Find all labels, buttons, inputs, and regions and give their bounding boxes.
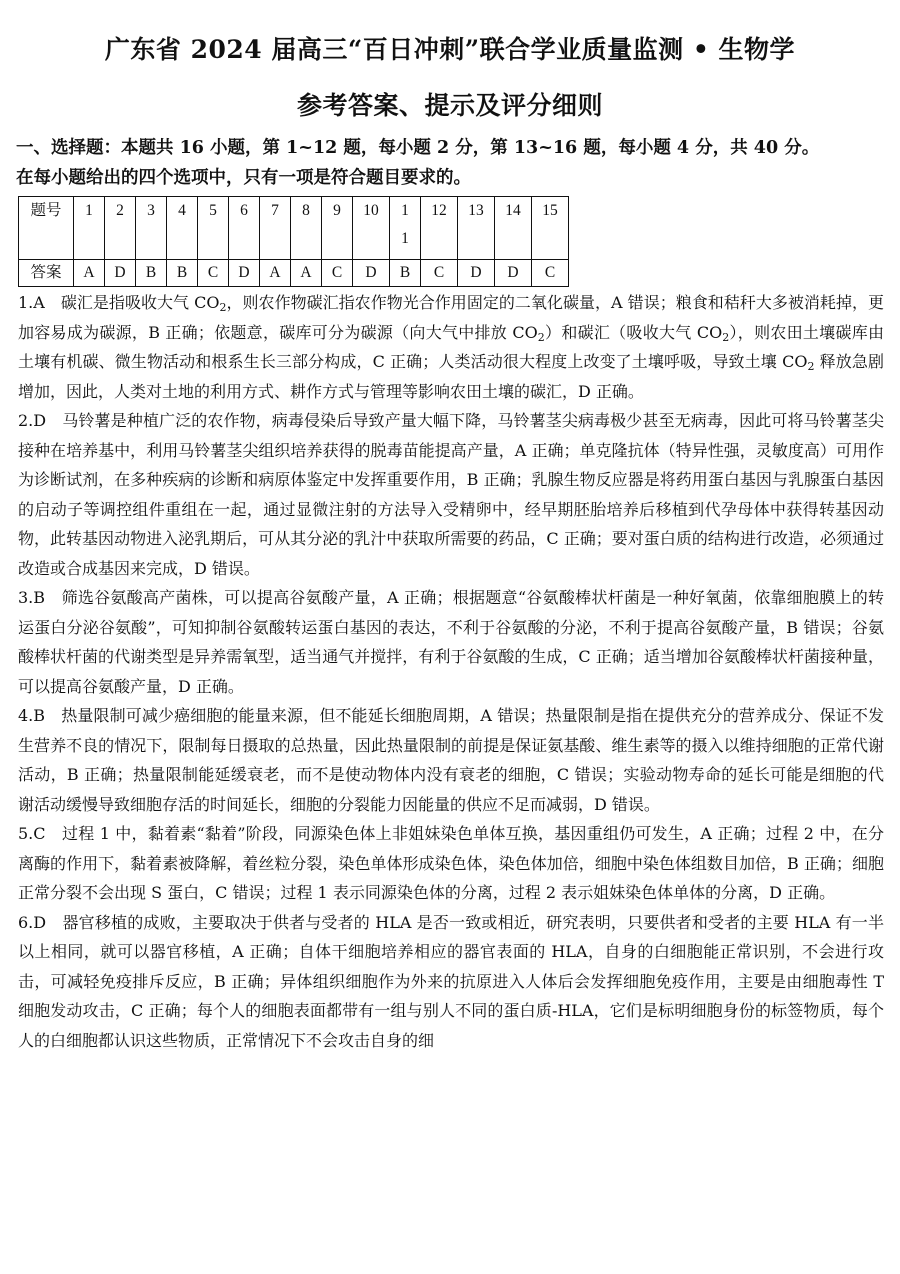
- explanation-q4: 4.B 热量限制可减少癌细胞的能量来源，但不能延长细胞周期，A 错误；热量限制是指在提供充分的营养成分、保证不发生营养不良的情况下，限制每日摄取的总热量，因此热量限制的前提是保证氨基酸、维生素等的摄入以维持细胞的正常代谢活动，B 正确；热量限制能延缓衰老，而不是使动物体内没有衰老的细胞，C 错误；实验动物寿命的延长可能是细胞的代谢活动缓慢导致细胞存活的时间延长，细胞的分裂能力因能量的供应不足而减弱，D 错误。: [18, 706, 884, 814]
- question-number: 9: [322, 197, 353, 260]
- answer-cell: D: [495, 260, 532, 287]
- section-heading-line2: 在每小题给出的四个选项中，只有一项是符合题目要求的。: [16, 168, 471, 188]
- answer-cell: A: [260, 260, 291, 287]
- answer-cell: C: [322, 260, 353, 287]
- answer-table: [18, 196, 569, 287]
- question-number: 5: [198, 197, 229, 260]
- answer-cell: C: [198, 260, 229, 287]
- answer-cell: D: [105, 260, 136, 287]
- section-heading: 一、选择题：本题共 16 小题，第 1~12 题，每小题 2 分，第 13~16 题，每小题 4 分，共 40 分。: [16, 138, 820, 158]
- explanation-q6: 6.D 器官移植的成败，主要取决于供者与受者的 HLA 是否一致或相近，研究表明，只要供者和受者的主要 HLA 有一半以上相同，就可以器官移植，A 正确；自体干细胞培养相应的器官表面的 HLA，自身的白细胞能正常识别，不会进行攻击，可减轻免疫排斥反应，B 正确；异体组织细胞作为外来的抗原进入人体后会发挥细胞免疫作用，主要是由细胞毒性 T 细胞发动攻击，C 正确；每个人的细胞表面都带有一组与别人不同的蛋白质-HLA，它们是标明细胞身份的标签物质，每个人的白细胞都认识这些物质，正常情况下不会攻击自身的细: [18, 912, 884, 1050]
- explanation-q5: 5.C 过程 1 中，黏着素“黏着”阶段，同源染色体上非姐妹染色单体互换，基因重组仍可发生，A 正确；过程 2 中，在分离酶的作用下，黏着素被降解，着丝粒分裂，染色单体形成染色体，染色体加倍，细胞中染色体组数目加倍，B 正确；细胞正常分裂不会出现 S 蛋白，C 错误；过程 1 表示同源染色体的分离，过程 2 表示姐妹染色体单体的分离，D 正确。: [18, 824, 884, 902]
- answer-cell: C: [532, 260, 569, 287]
- question-number: 6: [229, 197, 260, 260]
- answer-cell: A: [74, 260, 105, 287]
- question-number: 1: [74, 197, 105, 260]
- answer-row: [19, 260, 569, 287]
- question-number: 10: [353, 197, 390, 260]
- explanation-q3: 3.B 筛选谷氨酸高产菌株，可以提高谷氨酸产量，A 正确；根据题意“谷氨酸棒状杆菌是一种好氧菌，依靠细胞膜上的转运蛋白分泌谷氨酸”，可知抑制谷氨酸转运蛋白基因的表达，不利于谷氨酸的分泌，不利于提高谷氨酸产量，B 错误；谷氨酸棒状杆菌的代谢类型是异养需氧型，适当通气并搅拌，有利于谷氨酸的生成，C 正确；适当增加谷氨酸棒状杆菌接种量，可以提高谷氨酸产量，D 正确。: [18, 588, 884, 696]
- question-number: 13: [458, 197, 495, 260]
- question-number-label: 题号: [19, 197, 74, 260]
- question-number-11: [390, 197, 421, 260]
- question-number-11-line1: 1: [401, 202, 409, 219]
- answer-cell: B: [390, 260, 421, 287]
- answer-cell: D: [229, 260, 260, 287]
- document-title: 广东省 2024 届高三“百日冲刺”联合学业质量监测 • 生物学: [104, 35, 796, 64]
- question-number: 7: [260, 197, 291, 260]
- question-number: 2: [105, 197, 136, 260]
- answer-cell: B: [136, 260, 167, 287]
- question-number: 15: [532, 197, 569, 260]
- explanation-q2: 2.D 马铃薯是种植广泛的农作物，病毒侵染后导致产量大幅下降，马铃薯茎尖病毒极少甚至无病毒，因此可将马铃薯茎尖接种在培养基中，利用马铃薯茎尖组织培养获得的脱毒苗能提高产量，A 正确；单克隆抗体（特异性强，灵敏度高）可用作为诊断试剂，在多种疾病的诊断和病原体鉴定中发挥重要作用，B 正确；乳腺生物反应器是将药用蛋白基因与乳腺蛋白基因的启动子等调控组件重组在一起，通过显微注射的方法导入受精卵中，经早期胚胎培养后移植到代孕母体中获得转基因动物，此转基因动物进入泌乳期后，可从其分泌的乳汁中获取所需要的药品，C 正确；要对蛋白质的结构进行改造，必须通过改造或合成基因来完成，D 错误。: [18, 411, 884, 578]
- answer-cell: D: [458, 260, 495, 287]
- answer-cell: D: [353, 260, 390, 287]
- question-number: 8: [291, 197, 322, 260]
- answer-label: 答案: [19, 260, 74, 287]
- answer-cell: B: [167, 260, 198, 287]
- question-number: 4: [167, 197, 198, 260]
- question-number: 12: [421, 197, 458, 260]
- question-number: 14: [495, 197, 532, 260]
- explanations: [18, 288, 884, 1055]
- explanation-q1: 1.A 碳汇是指吸收大气 $CO_2$，则农作物碳汇指农作物光合作用固定的二氧化碳量，A 错误；粮食和秸秆大多被消耗掉，更加容易成为碳源，B 正确；依题意，碳库可分为碳源（向大气中排放 $CO_2$）和碳汇（吸收大气 $CO_2$），则农田土壤碳库由土壤有机碳、微生物活动和根系生长三部分构成，C 正确；人类活动很大程度上改变了土壤呼吸，导致土壤 $CO_2$ 释放急剧增加，因此，人类对土地的利用方式、耕作方式与管理等影响农田土壤的碳汇，D 正确。: [18, 293, 884, 401]
- answer-cell: A: [291, 260, 322, 287]
- answer-cell: C: [421, 260, 458, 287]
- question-number-11-line2: 1: [401, 230, 409, 247]
- question-number: 3: [136, 197, 167, 260]
- question-number-row: [19, 197, 569, 260]
- document-subtitle: 参考答案、提示及评分细则: [296, 91, 603, 120]
